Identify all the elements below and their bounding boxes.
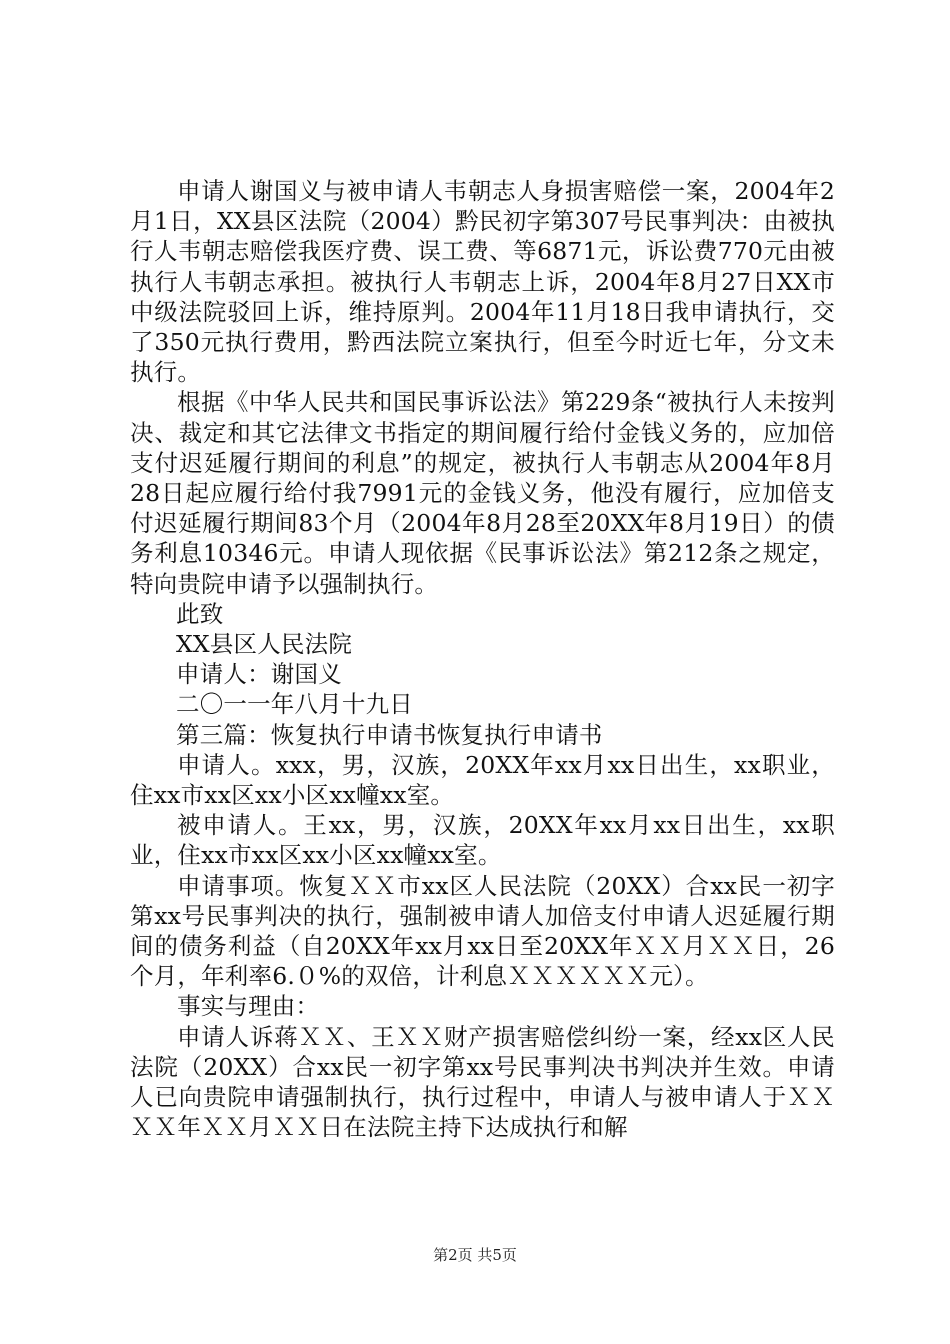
paragraph-applicant-info: 申请人。xxx，男，汉族，20XX年xx月xx日出生，xx职业，住xx市xx区xx小区xx幢xx室。 <box>130 750 835 810</box>
paragraph-legal-basis: 根据《中华人民共和国民事诉讼法》第229条“被执行人未按判决、裁定和其它法律文书指定的期间履行给付金钱义务的，应加倍支付迟延履行期间的利息”的规定，被执行人韦朝志从2004年8月28日起应履行给付我7991元的金钱义务，他没有履行，应加倍支付迟延履行期间83个月（2004年8月28至20XX年8月19日）的债务利息10346元。申请人现依据《民事诉讼法》第212条之规定，特向贵院申请予以强制执行。 <box>130 388 835 598</box>
page-footer: 第2页 共5页 <box>433 1246 517 1264</box>
section-title: 第三篇：恢复执行申请书恢复执行申请书 <box>176 720 603 749</box>
document-body <box>130 176 835 1143</box>
paragraph-respondent-info: 被申请人。王xx，男，汉族，20XX年xx月xx日出生，xx职业，住xx市xx区xx小区xx幢xx室。 <box>130 811 835 870</box>
signature-date: 二〇一一年八月十九日 <box>176 690 413 719</box>
closing-salutation: 此致 <box>176 599 224 628</box>
applicant-signature: 申请人：谢国义 <box>176 660 342 689</box>
recipient-court: XX县区人民法院 <box>176 630 353 659</box>
heading-facts-reasons: 事实与理由： <box>177 992 320 1021</box>
paragraph-case-summary: 申请人谢国义与被申请人韦朝志人身损害赔偿一案，2004年2月1日，XX县区法院（2004）黔民初字第307号民事判决：由被执行人韦朝志赔偿我医疗费、误工费、等6871元，诉讼费770元由被执行人韦朝志承担。被执行人韦朝志上诉，2004年8月27日XX市中级法院驳回上诉，维持原判。2004年11月18日我申请执行，交了350元执行费用，黔西法院立案执行，但至今时近七年，分文未执行。 <box>130 177 835 387</box>
paragraph-request-items: 申请事项。恢复ＸＸ市xx区人民法院（20XX）合xx民一初字第xx号民事判决的执行，强制被申请人加倍支付申请人迟延履行期间的债务利益（自20XX年xx月xx日至20XX年ＸＸ月ＸＸ日，26个月，年利率6.０%的双倍，计利息ＸＸＸＸＸＸ元）。 <box>130 871 835 991</box>
paragraph-facts: 申请人诉蒋ＸＸ、王ＸＸ财产损害赔偿纠纷一案，经xx区人民法院（20XX）合xx民一初字第xx号民事判决书判决并生效。申请人已向贵院申请强制执行，执行过程中，申请人与被申请人于ＸＸＸＸ年ＸＸ月ＸＸ日在法院主持下达成执行和解 <box>130 1022 835 1142</box>
